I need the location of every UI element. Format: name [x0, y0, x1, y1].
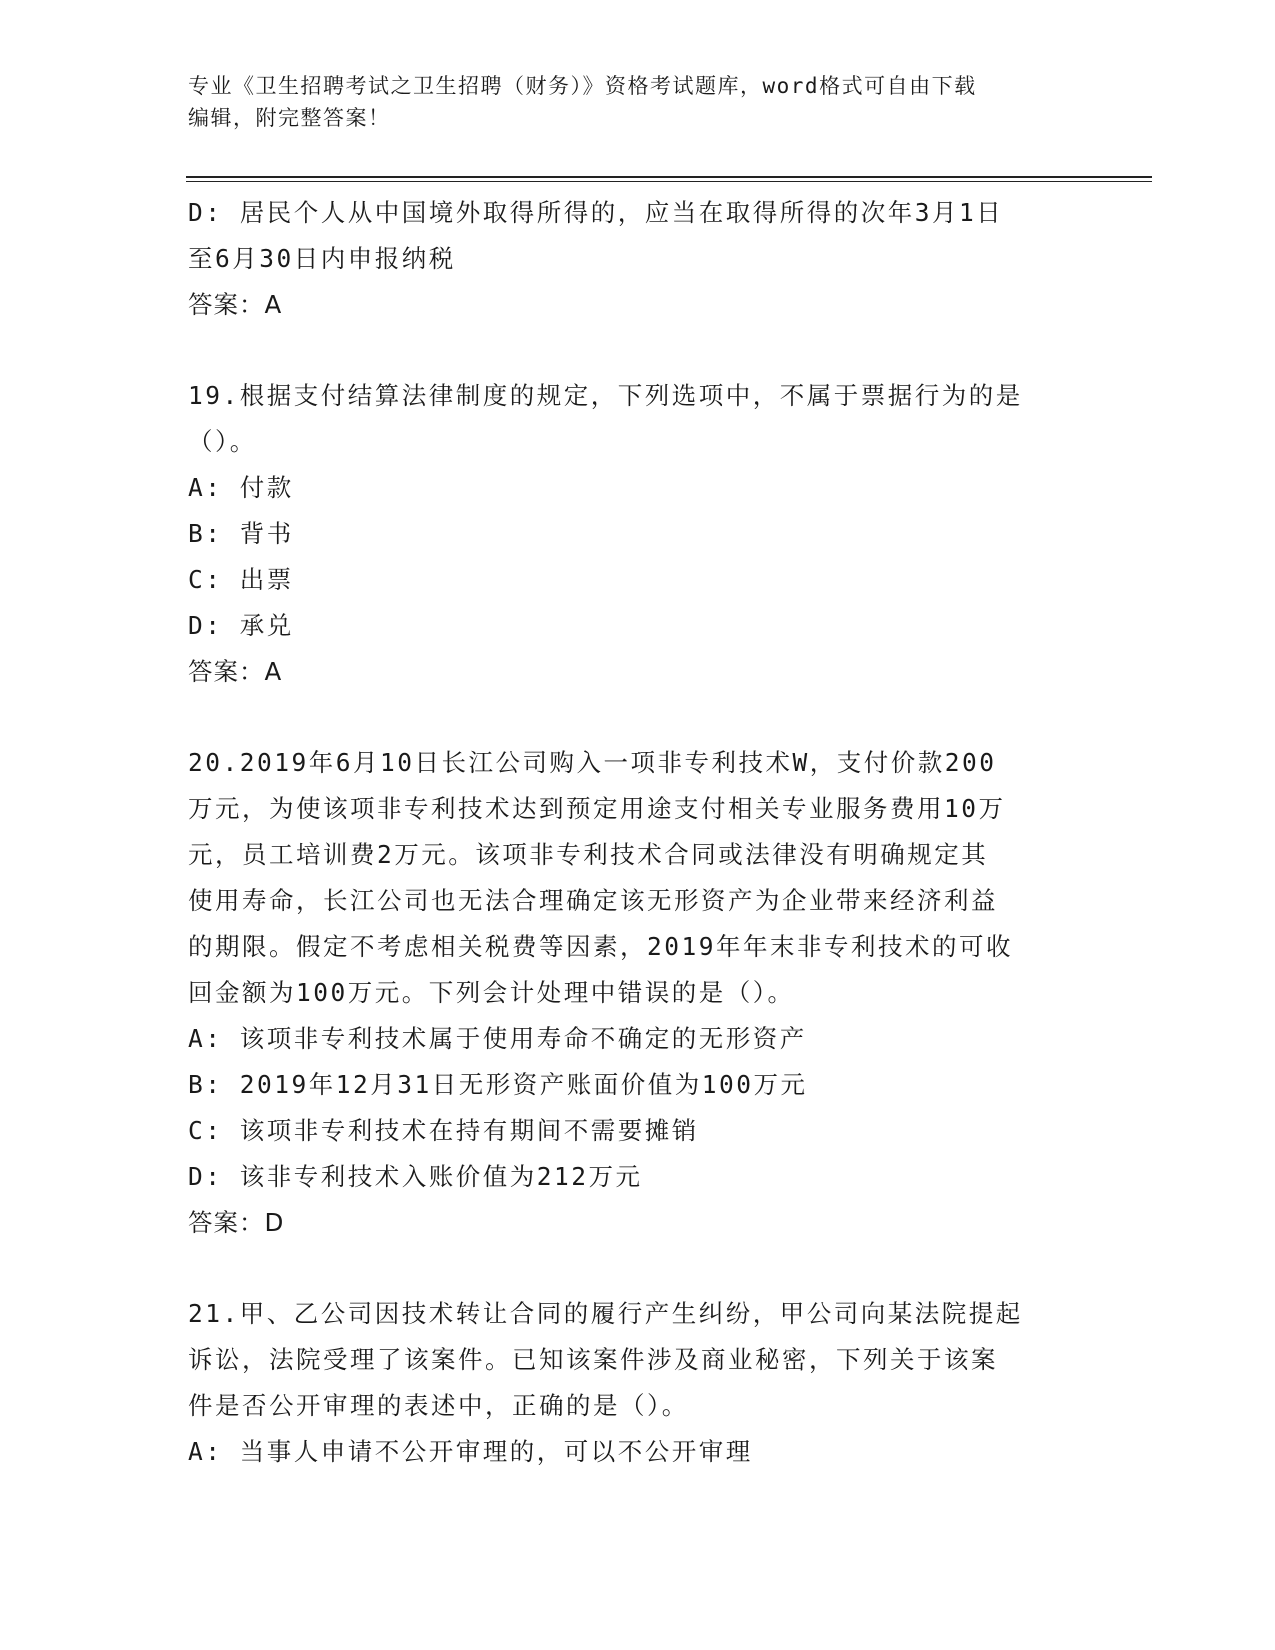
- question-stem: 回金额为100万元。下列会计处理中错误的是（）。: [188, 978, 795, 1007]
- question-19: [188, 373, 1088, 695]
- header-line: 专业《卫生招聘考试之卫生招聘（财务）》资格考试题库，word格式可自由下载: [188, 74, 977, 98]
- option-a: A: 该项非专利技术属于使用寿命不确定的无形资产: [188, 1024, 807, 1053]
- question-stem: 的期限。假定不考虑相关税费等因素，2019年年末非专利技术的可收: [188, 932, 1013, 961]
- option-line: D: 居民个人从中国境外取得所得的，应当在取得所得的次年3月1日: [188, 198, 1004, 227]
- answer-line: 答案：D: [188, 1208, 285, 1237]
- option-line: 至6月30日内申报纳税: [188, 244, 456, 273]
- answer-line: 答案：A: [188, 657, 283, 686]
- question-20: [188, 740, 1088, 1246]
- answer-line: 答案：A: [188, 290, 283, 319]
- header-line: 编辑，附完整答案！: [188, 106, 391, 130]
- option-b: B: 背书: [188, 519, 294, 548]
- question-stem: 19.根据支付结算法律制度的规定，下列选项中，不属于票据行为的是: [188, 381, 1023, 410]
- prev-question: [188, 190, 1088, 328]
- header-rule: [186, 176, 1152, 178]
- option-d: D: 该非专利技术入账价值为212万元: [188, 1162, 643, 1191]
- question-stem: 元，员工培训费2万元。该项非专利技术合同或法律没有明确规定其: [188, 840, 989, 869]
- question-stem: （）。: [188, 427, 257, 456]
- option-d: D: 承兑: [188, 611, 294, 640]
- document-header: [188, 70, 1088, 134]
- question-stem: 使用寿命，长江公司也无法合理确定该无形资产为企业带来经济利益: [188, 886, 998, 915]
- option-a: A: 当事人申请不公开审理的，可以不公开审理: [188, 1437, 753, 1466]
- option-c: C: 出票: [188, 565, 294, 594]
- question-21: [188, 1291, 1088, 1475]
- question-stem: 21.甲、乙公司因技术转让合同的履行产生纠纷，甲公司向某法院提起: [188, 1299, 1023, 1328]
- question-stem: 20.2019年6月10日长江公司购入一项非专利技术W，支付价款200: [188, 748, 997, 777]
- option-a: A: 付款: [188, 473, 294, 502]
- question-stem: 诉讼，法院受理了该案件。已知该案件涉及商业秘密，下列关于该案: [188, 1345, 998, 1374]
- option-c: C: 该项非专利技术在持有期间不需要摊销: [188, 1116, 699, 1145]
- question-stem: 件是否公开审理的表述中，正确的是（）。: [188, 1391, 689, 1420]
- question-stem: 万元，为使该项非专利技术达到预定用途支付相关专业服务费用10万: [188, 794, 1006, 823]
- header-rule-thin: [186, 181, 1152, 182]
- option-b: B: 2019年12月31日无形资产账面价值为100万元: [188, 1070, 808, 1099]
- question-content: [188, 190, 1088, 1475]
